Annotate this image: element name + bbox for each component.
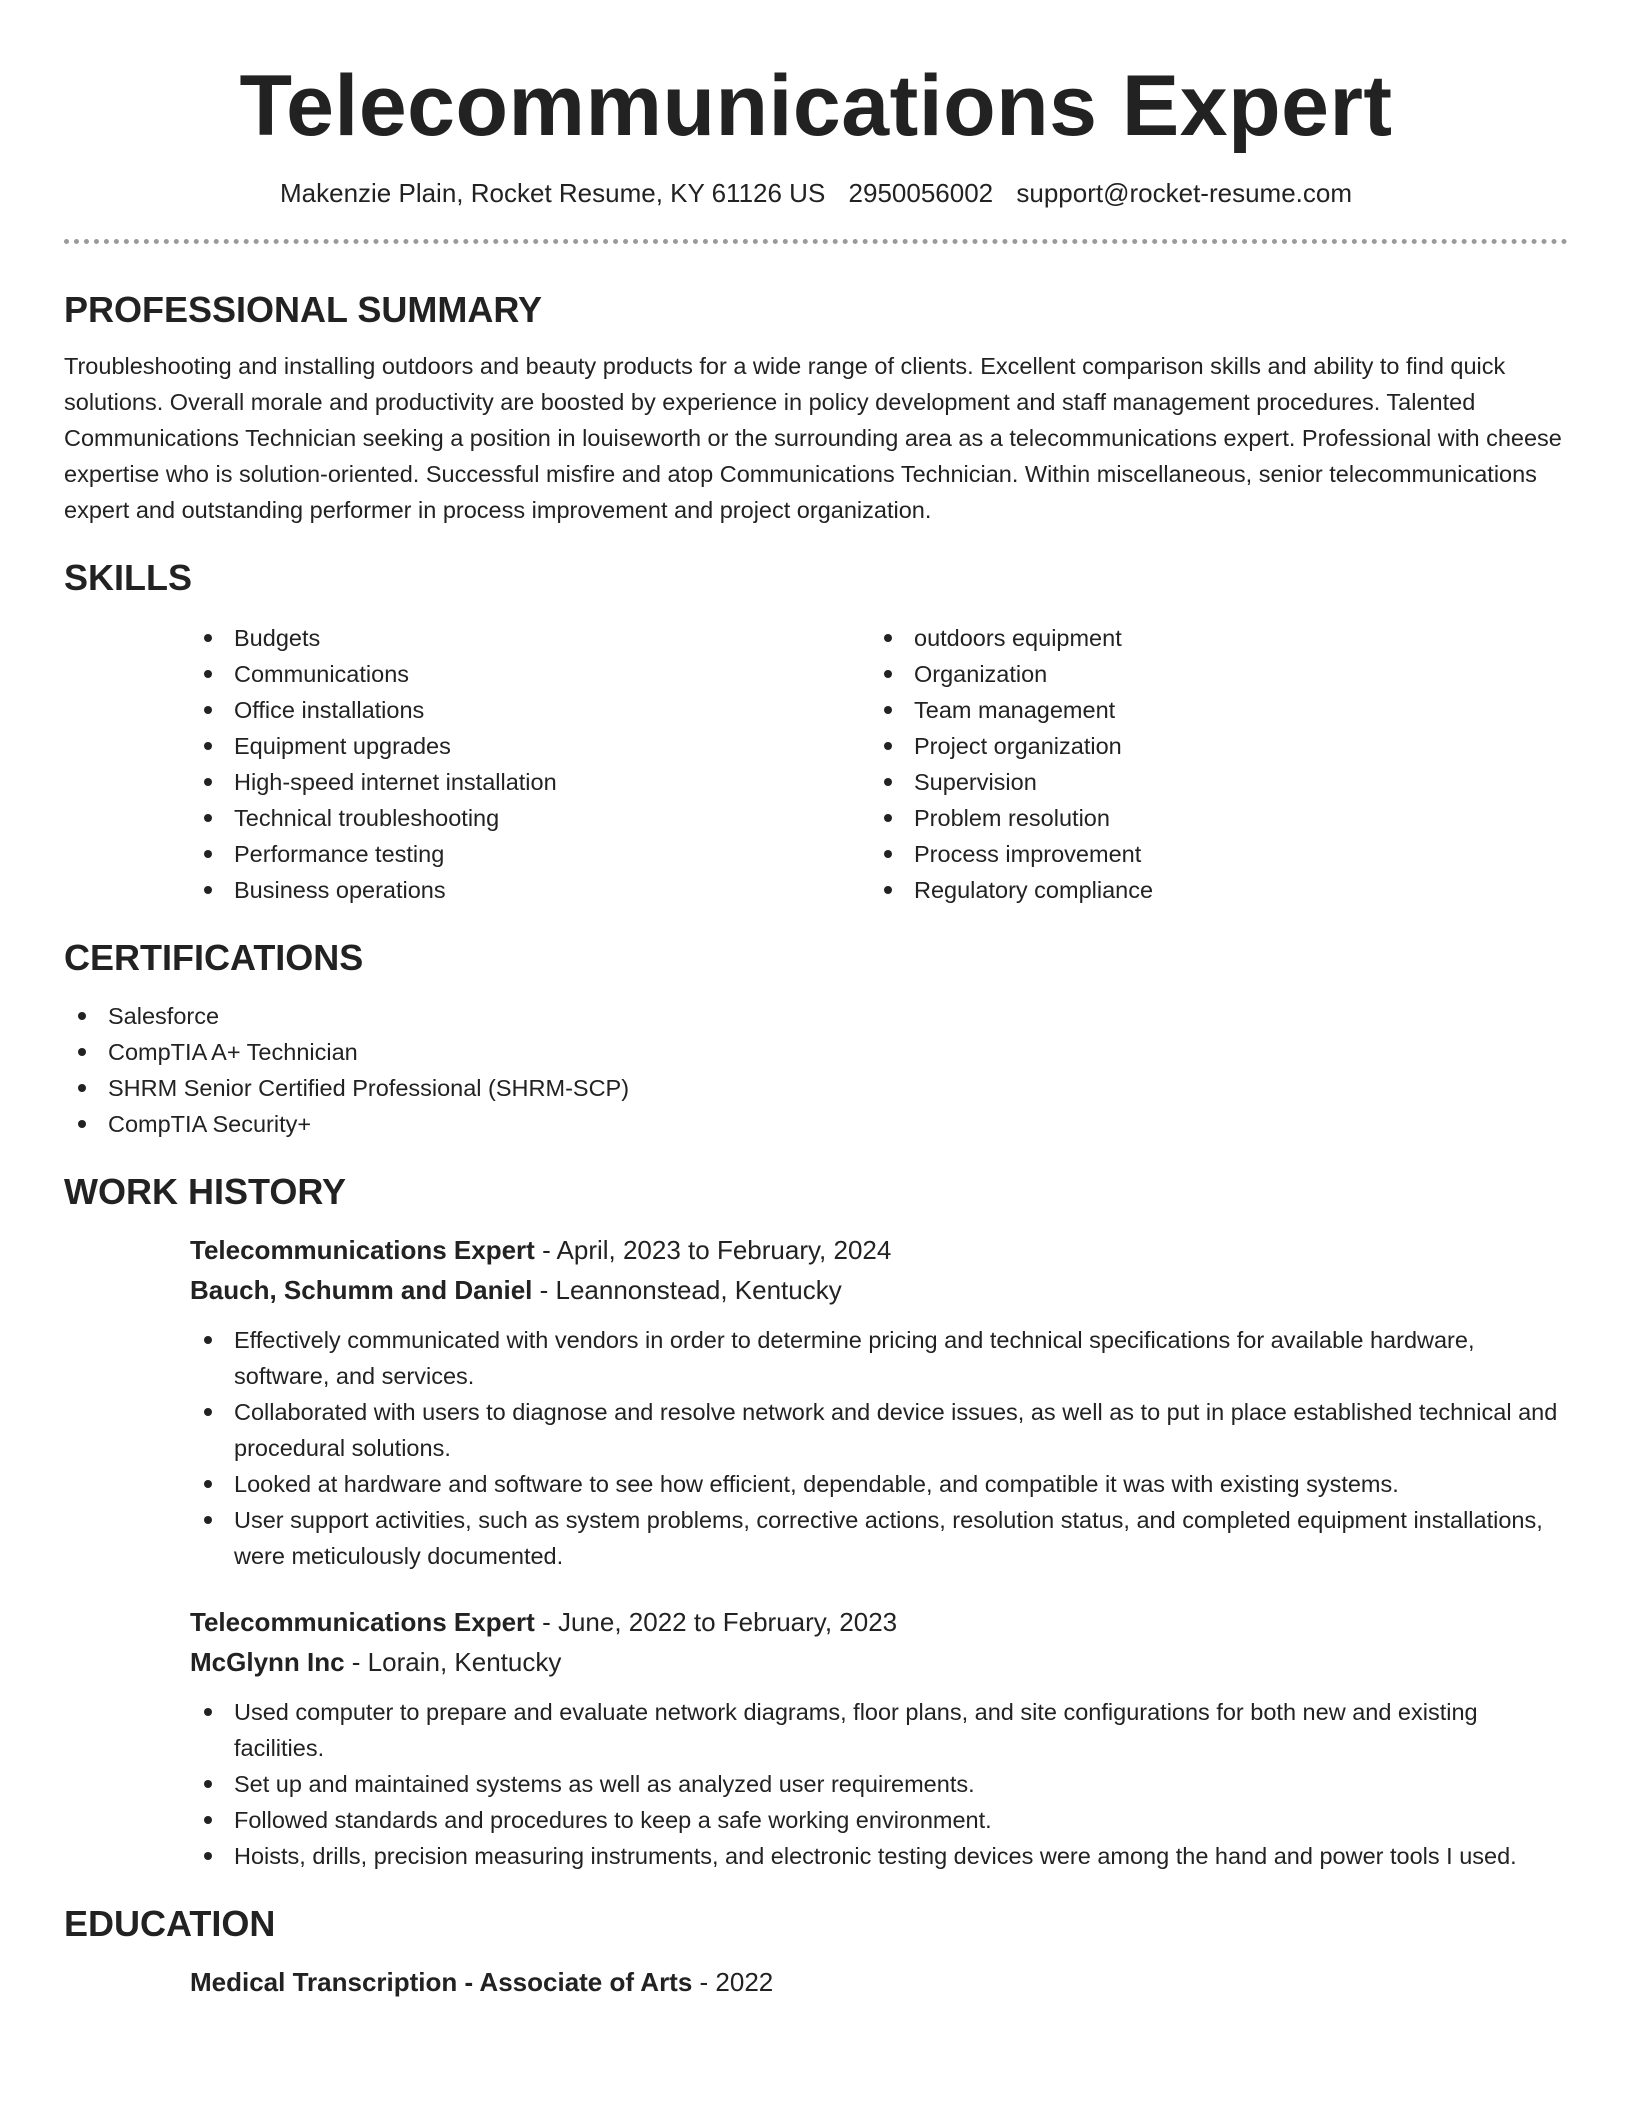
job-bullet: Used computer to prepare and evaluate network diagrams, floor plans, and site configurations for both new and existing facilities.: [190, 1694, 1568, 1766]
job-bullet: User support activities, such as system problems, corrective actions, resolution status, and completed equipment installations, were meticulously documented.: [190, 1502, 1568, 1574]
skill-item: Business operations: [190, 872, 870, 908]
job-role: Telecommunications Expert: [190, 1607, 535, 1637]
job-company-line: [190, 1270, 1568, 1310]
certification-item: CompTIA A+ Technician: [64, 1034, 1568, 1070]
summary-title: PROFESSIONAL SUMMARY: [64, 289, 543, 330]
job-company: Bauch, Schumm and Daniel: [190, 1275, 533, 1305]
skills-title: SKILLS: [64, 557, 193, 598]
job-bullet: Followed standards and procedures to keep a safe working environment.: [190, 1802, 1568, 1838]
job-bullet: Effectively communicated with vendors in order to determine pricing and technical specifications for available hardware, software, and services.: [190, 1322, 1568, 1394]
job-bullet: Collaborated with users to diagnose and resolve network and device issues, as well as to put in place established technical and procedural solutions.: [190, 1394, 1568, 1466]
skill-item: Problem resolution: [870, 800, 1550, 836]
skill-item: Supervision: [870, 764, 1550, 800]
skill-item: Communications: [190, 656, 870, 692]
job-bullet: Set up and maintained systems as well as analyzed user requirements.: [190, 1766, 1568, 1802]
skill-item: Regulatory compliance: [870, 872, 1550, 908]
skills-column-right: [870, 620, 1550, 908]
job-bullets: [190, 1694, 1568, 1874]
job-bullet: Looked at hardware and software to see how efficient, dependable, and compatible it was with existing systems.: [190, 1466, 1568, 1502]
education-year: - 2022: [692, 1967, 774, 1997]
job-bullet: Hoists, drills, precision measuring instruments, and electronic testing devices were among the hand and power tools I used.: [190, 1838, 1568, 1874]
skill-item: Equipment upgrades: [190, 728, 870, 764]
certifications-section: [64, 936, 1568, 1142]
job-title-line: [190, 1230, 1568, 1270]
skill-item: Office installations: [190, 692, 870, 728]
certifications-list: [64, 998, 1568, 1142]
certification-item: SHRM Senior Certified Professional (SHRM-SCP): [64, 1070, 1568, 1106]
contact-email: support@rocket-resume.com: [1016, 178, 1353, 208]
summary-section: [64, 288, 1568, 528]
job-location: - Leannonstead, Kentucky: [532, 1275, 842, 1305]
certifications-title: CERTIFICATIONS: [64, 937, 364, 978]
contact-address: Makenzie Plain, Rocket Resume, KY 61126 US: [279, 178, 826, 208]
skill-item: Project organization: [870, 728, 1550, 764]
job-entry: [190, 1230, 1568, 1574]
contact-line: [0, 176, 1632, 210]
skill-item: Performance testing: [190, 836, 870, 872]
resume-name: Telecommunications Expert: [239, 58, 1393, 154]
skill-item: Team management: [870, 692, 1550, 728]
job-title-line: [190, 1602, 1568, 1642]
job-role: Telecommunications Expert: [190, 1235, 535, 1265]
skills-grid: [190, 620, 1568, 908]
job-company: McGlynn Inc: [190, 1647, 345, 1677]
skill-item: Process improvement: [870, 836, 1550, 872]
skill-item: Technical troubleshooting: [190, 800, 870, 836]
job-entry: [190, 1602, 1568, 1874]
summary-text: Troubleshooting and installing outdoors and beauty products for a wide range of clients. Excellent comparison skills and ability to find quick solutions. Overall morale and productivity are boosted by experience in policy development and staff management procedures. Talented Communications Technician seeking a position in louiseworth or the surrounding area as a telecommunications expert. Professional with cheese expertise who is solution-oriented. Successful misfire and atop Communications Technician. Within miscellaneous, senior telecommunications expert and outstanding performer in process improvement and project organization.: [64, 353, 1562, 523]
skills-section: [64, 556, 1568, 908]
job-dates: - April, 2023 to February, 2024: [534, 1235, 892, 1265]
skill-item: High-speed internet installation: [190, 764, 870, 800]
education-title: EDUCATION: [64, 1903, 276, 1944]
skills-column-left: [190, 620, 870, 908]
contact-phone: 2950056002: [848, 178, 994, 208]
work-history-section: [64, 1170, 1568, 1874]
job-bullets: [190, 1322, 1568, 1574]
job-dates: - June, 2022 to February, 2023: [534, 1607, 898, 1637]
education-entry: [190, 1962, 1568, 2002]
skill-item: outdoors equipment: [870, 620, 1550, 656]
job-location: - Lorain, Kentucky: [344, 1647, 562, 1677]
header-divider: [64, 239, 1568, 244]
education-degree: Medical Transcription - Associate of Arts: [190, 1967, 693, 1997]
certification-item: Salesforce: [64, 998, 1568, 1034]
work-history-title: WORK HISTORY: [64, 1171, 347, 1212]
skill-item: Organization: [870, 656, 1550, 692]
job-company-line: [190, 1642, 1568, 1682]
certification-item: CompTIA Security+: [64, 1106, 1568, 1142]
skill-item: Budgets: [190, 620, 870, 656]
education-section: [64, 1902, 1568, 2002]
